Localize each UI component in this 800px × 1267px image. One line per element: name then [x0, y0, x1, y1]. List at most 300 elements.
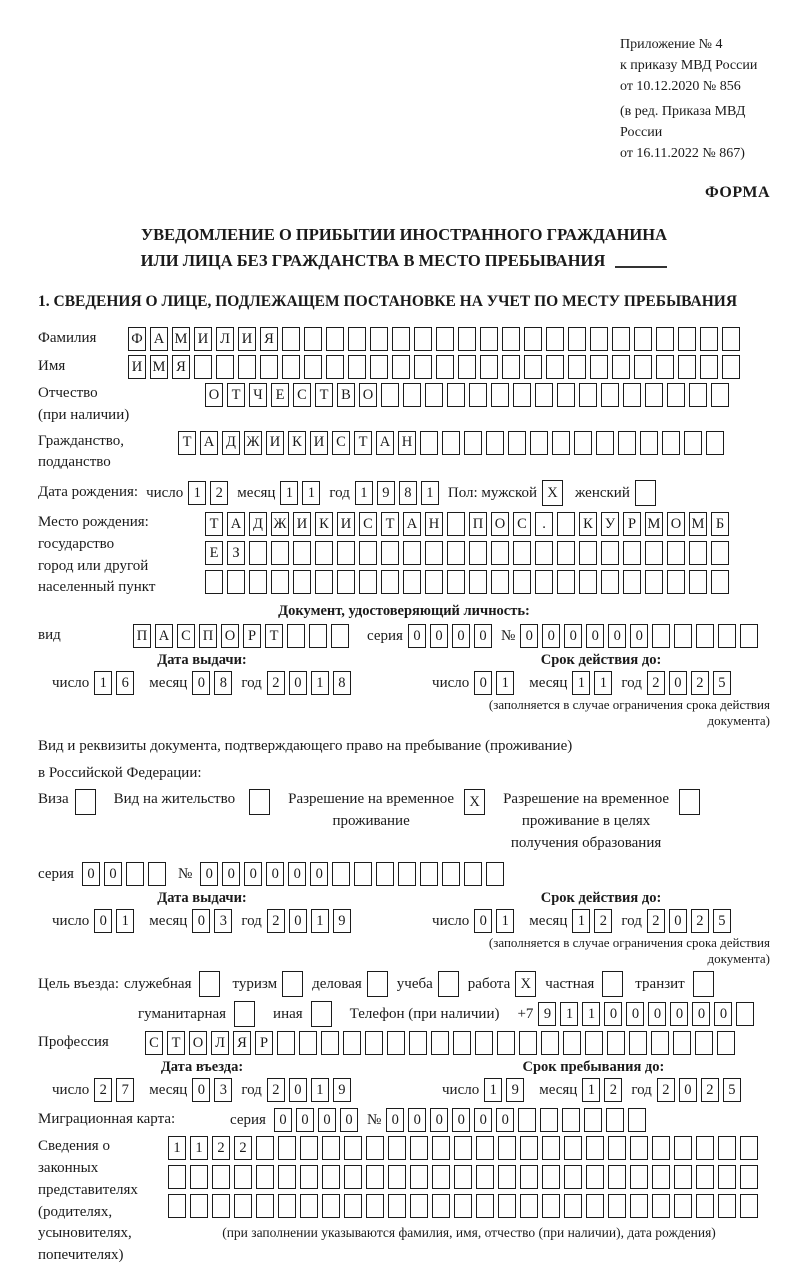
citizenship-cell[interactable]: Т	[354, 431, 372, 455]
name-cell[interactable]	[568, 355, 586, 379]
profession-cell[interactable]	[387, 1031, 405, 1055]
valid-day-cell[interactable]: 0	[474, 671, 492, 695]
surname-cell[interactable]	[502, 327, 520, 351]
surname-cell[interactable]: Я	[260, 327, 278, 351]
representative-cell[interactable]	[366, 1165, 384, 1189]
stay-number-cell[interactable]	[486, 862, 504, 886]
representative-cell[interactable]	[410, 1194, 428, 1218]
citizenship-cell[interactable]	[486, 431, 504, 455]
doc-kind-cell[interactable]: А	[155, 624, 173, 648]
surname-cell[interactable]	[612, 327, 630, 351]
valid-month-cell[interactable]: 1	[572, 671, 590, 695]
birth-place-cell[interactable]	[601, 541, 619, 565]
citizenship-cell[interactable]: Т	[178, 431, 196, 455]
stay-month-cell[interactable]: 2	[604, 1078, 622, 1102]
patronymic-cell[interactable]	[579, 383, 597, 407]
surname-cell[interactable]	[634, 327, 652, 351]
representative-cell[interactable]	[388, 1194, 406, 1218]
birth-place-cell[interactable]	[557, 512, 575, 536]
entry-day-cell[interactable]: 2	[94, 1078, 112, 1102]
birth-place-cell[interactable]: И	[337, 512, 355, 536]
birth-place-cell[interactable]	[535, 570, 553, 594]
surname-cell[interactable]	[656, 327, 674, 351]
purpose-official-checkbox[interactable]	[199, 971, 220, 997]
doc-series-cell[interactable]: 0	[452, 624, 470, 648]
name-cell[interactable]	[502, 355, 520, 379]
representative-cell[interactable]	[322, 1194, 340, 1218]
migration-number-cell[interactable]: 0	[496, 1108, 514, 1132]
representative-cell[interactable]	[322, 1136, 340, 1160]
birth-place-cell[interactable]	[623, 570, 641, 594]
representative-cell[interactable]	[234, 1165, 252, 1189]
birth-place-cell[interactable]	[513, 570, 531, 594]
surname-cell[interactable]	[546, 327, 564, 351]
stay-year-cell[interactable]: 0	[679, 1078, 697, 1102]
birth-day-cell[interactable]: 2	[210, 481, 228, 505]
doc-number-cell[interactable]: 0	[564, 624, 582, 648]
birth-place-cell[interactable]: М	[689, 512, 707, 536]
doc-series-cell[interactable]: 0	[430, 624, 448, 648]
representative-cell[interactable]	[190, 1194, 208, 1218]
representative-cell[interactable]	[564, 1165, 582, 1189]
birth-place-cell[interactable]	[491, 541, 509, 565]
representative-cell[interactable]	[740, 1136, 758, 1160]
patronymic-cell[interactable]	[425, 383, 443, 407]
patronymic-cell[interactable]	[667, 383, 685, 407]
birth-place-cell[interactable]	[711, 541, 729, 565]
entry-year-cell[interactable]: 9	[333, 1078, 351, 1102]
doc-kind-cell[interactable]: Р	[243, 624, 261, 648]
birth-year-cell[interactable]: 9	[377, 481, 395, 505]
purpose-private-checkbox[interactable]	[602, 971, 623, 997]
representative-cell[interactable]	[168, 1165, 186, 1189]
birth-place-cell[interactable]	[447, 570, 465, 594]
name-cell[interactable]	[656, 355, 674, 379]
citizenship-cell[interactable]	[706, 431, 724, 455]
patronymic-cell[interactable]: О	[205, 383, 223, 407]
citizenship-cell[interactable]	[464, 431, 482, 455]
patronymic-cell[interactable]	[601, 383, 619, 407]
male-checkbox[interactable]: X	[542, 480, 563, 506]
stay-number-cell[interactable]	[376, 862, 394, 886]
name-cell[interactable]	[414, 355, 432, 379]
birth-place-cell[interactable]: О	[491, 512, 509, 536]
stay-number-cell[interactable]: 0	[244, 862, 262, 886]
migration-series-cell[interactable]: 0	[274, 1108, 292, 1132]
name-cell[interactable]	[678, 355, 696, 379]
profession-cell[interactable]	[629, 1031, 647, 1055]
representative-cell[interactable]	[256, 1194, 274, 1218]
stay-number-cell[interactable]: 0	[266, 862, 284, 886]
representative-cell[interactable]	[454, 1136, 472, 1160]
citizenship-cell[interactable]: Ж	[244, 431, 262, 455]
entry-year-cell[interactable]: 1	[311, 1078, 329, 1102]
representative-cell[interactable]	[652, 1194, 670, 1218]
issue-day-cell[interactable]: 1	[116, 909, 134, 933]
representative-cell[interactable]	[410, 1136, 428, 1160]
patronymic-cell[interactable]	[469, 383, 487, 407]
name-cell[interactable]	[458, 355, 476, 379]
purpose-other-checkbox[interactable]	[311, 1001, 332, 1027]
patronymic-cell[interactable]: О	[359, 383, 377, 407]
citizenship-cell[interactable]	[552, 431, 570, 455]
birth-place-cell[interactable]	[667, 570, 685, 594]
issue-year-cell[interactable]: 9	[333, 909, 351, 933]
phone-digit-cell[interactable]: 1	[560, 1002, 578, 1026]
patronymic-cell[interactable]: С	[293, 383, 311, 407]
representative-cell[interactable]	[718, 1194, 736, 1218]
phone-digit-cell[interactable]: 0	[692, 1002, 710, 1026]
birth-place-cell[interactable]: Е	[205, 541, 223, 565]
doc-number-cell[interactable]	[718, 624, 736, 648]
surname-cell[interactable]	[678, 327, 696, 351]
issue-year-cell[interactable]: 0	[289, 909, 307, 933]
migration-number-cell[interactable]	[628, 1108, 646, 1132]
representative-cell[interactable]: 1	[190, 1136, 208, 1160]
representative-cell[interactable]: 2	[234, 1136, 252, 1160]
phone-digit-cell[interactable]: 9	[538, 1002, 556, 1026]
birth-place-cell[interactable]	[249, 570, 267, 594]
birth-year-cell[interactable]: 1	[421, 481, 439, 505]
representative-cell[interactable]	[300, 1194, 318, 1218]
profession-cell[interactable]	[607, 1031, 625, 1055]
representative-cell[interactable]: 1	[168, 1136, 186, 1160]
birth-place-cell[interactable]	[689, 541, 707, 565]
representative-cell[interactable]	[344, 1194, 362, 1218]
doc-number-cell[interactable]: 0	[630, 624, 648, 648]
stay-number-cell[interactable]: 0	[222, 862, 240, 886]
purpose-transit-checkbox[interactable]	[693, 971, 714, 997]
representative-cell[interactable]	[564, 1194, 582, 1218]
surname-cell[interactable]	[370, 327, 388, 351]
temp-permit-edu-checkbox[interactable]	[679, 789, 700, 815]
temp-permit-checkbox[interactable]: X	[464, 789, 485, 815]
birth-place-cell[interactable]	[337, 570, 355, 594]
birth-place-cell[interactable]	[293, 541, 311, 565]
doc-number-cell[interactable]: 0	[586, 624, 604, 648]
name-cell[interactable]	[304, 355, 322, 379]
stay-month-cell[interactable]: 1	[582, 1078, 600, 1102]
birth-place-cell[interactable]	[579, 570, 597, 594]
phone-digit-cell[interactable]: 0	[670, 1002, 688, 1026]
doc-kind-cell[interactable]: П	[199, 624, 217, 648]
valid-year-cell[interactable]: 2	[647, 909, 665, 933]
citizenship-cell[interactable]	[574, 431, 592, 455]
representative-cell[interactable]	[344, 1136, 362, 1160]
representative-cell[interactable]	[608, 1165, 626, 1189]
representative-cell[interactable]	[498, 1165, 516, 1189]
patronymic-cell[interactable]: Т	[315, 383, 333, 407]
representative-cell[interactable]	[674, 1136, 692, 1160]
birth-place-cell[interactable]	[469, 570, 487, 594]
birth-place-cell[interactable]	[425, 541, 443, 565]
name-cell[interactable]	[392, 355, 410, 379]
representative-cell[interactable]	[542, 1136, 560, 1160]
birth-place-cell[interactable]	[315, 541, 333, 565]
valid-year-cell[interactable]: 5	[713, 671, 731, 695]
migration-series-cell[interactable]: 0	[296, 1108, 314, 1132]
profession-cell[interactable]	[563, 1031, 581, 1055]
patronymic-cell[interactable]	[535, 383, 553, 407]
patronymic-cell[interactable]	[689, 383, 707, 407]
citizenship-cell[interactable]: С	[332, 431, 350, 455]
issue-day-cell[interactable]: 1	[94, 671, 112, 695]
stay-number-cell[interactable]	[332, 862, 350, 886]
stay-day-cell[interactable]: 9	[506, 1078, 524, 1102]
citizenship-cell[interactable]: И	[310, 431, 328, 455]
issue-year-cell[interactable]: 8	[333, 671, 351, 695]
surname-cell[interactable]: Ф	[128, 327, 146, 351]
birth-place-cell[interactable]	[689, 570, 707, 594]
patronymic-cell[interactable]	[491, 383, 509, 407]
name-cell[interactable]	[216, 355, 234, 379]
representative-cell[interactable]	[278, 1136, 296, 1160]
birth-place-cell[interactable]: С	[359, 512, 377, 536]
surname-cell[interactable]: Л	[216, 327, 234, 351]
patronymic-cell[interactable]: В	[337, 383, 355, 407]
representative-cell[interactable]	[278, 1194, 296, 1218]
representative-cell[interactable]	[718, 1165, 736, 1189]
birth-place-cell[interactable]	[579, 541, 597, 565]
representative-cell[interactable]	[608, 1136, 626, 1160]
surname-cell[interactable]	[458, 327, 476, 351]
profession-cell[interactable]: С	[145, 1031, 163, 1055]
valid-year-cell[interactable]: 0	[669, 671, 687, 695]
representative-cell[interactable]	[300, 1136, 318, 1160]
valid-year-cell[interactable]: 5	[713, 909, 731, 933]
doc-number-cell[interactable]: 0	[520, 624, 538, 648]
representative-cell[interactable]	[212, 1194, 230, 1218]
representative-cell[interactable]	[498, 1136, 516, 1160]
birth-month-cell[interactable]: 1	[302, 481, 320, 505]
name-cell[interactable]	[370, 355, 388, 379]
phone-digit-cell[interactable]: 0	[648, 1002, 666, 1026]
birth-place-cell[interactable]	[293, 570, 311, 594]
phone-digit-cell[interactable]: 0	[626, 1002, 644, 1026]
surname-cell[interactable]	[590, 327, 608, 351]
female-checkbox[interactable]	[635, 480, 656, 506]
name-cell[interactable]	[436, 355, 454, 379]
entry-year-cell[interactable]: 0	[289, 1078, 307, 1102]
stay-year-cell[interactable]: 5	[723, 1078, 741, 1102]
representative-cell[interactable]	[740, 1194, 758, 1218]
representative-cell[interactable]	[432, 1165, 450, 1189]
birth-place-cell[interactable]	[645, 541, 663, 565]
stay-number-cell[interactable]	[442, 862, 460, 886]
valid-month-cell[interactable]: 1	[594, 671, 612, 695]
citizenship-cell[interactable]: И	[266, 431, 284, 455]
representative-cell[interactable]	[564, 1136, 582, 1160]
issue-month-cell[interactable]: 8	[214, 671, 232, 695]
citizenship-cell[interactable]	[662, 431, 680, 455]
birth-place-cell[interactable]	[557, 541, 575, 565]
birth-place-cell[interactable]	[601, 570, 619, 594]
surname-cell[interactable]: М	[172, 327, 190, 351]
profession-cell[interactable]	[519, 1031, 537, 1055]
birth-place-cell[interactable]	[403, 541, 421, 565]
profession-cell[interactable]	[673, 1031, 691, 1055]
birth-place-cell[interactable]: К	[315, 512, 333, 536]
birth-place-cell[interactable]	[271, 541, 289, 565]
issue-year-cell[interactable]: 0	[289, 671, 307, 695]
migration-number-cell[interactable]	[540, 1108, 558, 1132]
issue-day-cell[interactable]: 6	[116, 671, 134, 695]
patronymic-cell[interactable]	[447, 383, 465, 407]
representative-cell[interactable]	[454, 1194, 472, 1218]
profession-cell[interactable]	[299, 1031, 317, 1055]
valid-month-cell[interactable]: 1	[572, 909, 590, 933]
purpose-tourism-checkbox[interactable]	[282, 971, 303, 997]
birth-place-cell[interactable]	[315, 570, 333, 594]
birth-place-cell[interactable]: А	[227, 512, 245, 536]
patronymic-cell[interactable]: Ч	[249, 383, 267, 407]
citizenship-cell[interactable]: А	[200, 431, 218, 455]
doc-number-cell[interactable]	[652, 624, 670, 648]
citizenship-cell[interactable]: А	[376, 431, 394, 455]
representative-cell[interactable]	[652, 1136, 670, 1160]
birth-place-cell[interactable]	[359, 541, 377, 565]
representative-cell[interactable]	[366, 1194, 384, 1218]
patronymic-cell[interactable]	[557, 383, 575, 407]
purpose-business-checkbox[interactable]	[367, 971, 388, 997]
phone-digit-cell[interactable]: 0	[714, 1002, 732, 1026]
birth-place-cell[interactable]: З	[227, 541, 245, 565]
valid-day-cell[interactable]: 0	[474, 909, 492, 933]
purpose-humanitarian-checkbox[interactable]	[234, 1001, 255, 1027]
name-cell[interactable]: М	[150, 355, 168, 379]
doc-series-cell[interactable]: 0	[474, 624, 492, 648]
migration-number-cell[interactable]: 0	[474, 1108, 492, 1132]
name-cell[interactable]	[700, 355, 718, 379]
entry-day-cell[interactable]: 7	[116, 1078, 134, 1102]
birth-place-cell[interactable]: Д	[249, 512, 267, 536]
name-cell[interactable]	[194, 355, 212, 379]
issue-year-cell[interactable]: 2	[267, 909, 285, 933]
representative-cell[interactable]	[520, 1194, 538, 1218]
birth-place-cell[interactable]	[381, 541, 399, 565]
representative-cell[interactable]	[586, 1194, 604, 1218]
birth-place-cell[interactable]	[249, 541, 267, 565]
citizenship-cell[interactable]: К	[288, 431, 306, 455]
surname-cell[interactable]: И	[238, 327, 256, 351]
representative-cell[interactable]	[498, 1194, 516, 1218]
representative-cell[interactable]	[366, 1136, 384, 1160]
valid-month-cell[interactable]: 2	[594, 909, 612, 933]
citizenship-cell[interactable]	[530, 431, 548, 455]
stay-series-cell[interactable]	[148, 862, 166, 886]
profession-cell[interactable]	[717, 1031, 735, 1055]
birth-place-cell[interactable]	[667, 541, 685, 565]
profession-cell[interactable]	[497, 1031, 515, 1055]
profession-cell[interactable]	[453, 1031, 471, 1055]
migration-number-cell[interactable]: 0	[408, 1108, 426, 1132]
birth-place-cell[interactable]	[557, 570, 575, 594]
representative-cell[interactable]	[234, 1194, 252, 1218]
surname-cell[interactable]	[326, 327, 344, 351]
migration-series-cell[interactable]: 0	[318, 1108, 336, 1132]
representative-cell[interactable]	[168, 1194, 186, 1218]
name-cell[interactable]	[480, 355, 498, 379]
birth-place-cell[interactable]: К	[579, 512, 597, 536]
representative-cell[interactable]	[652, 1165, 670, 1189]
doc-kind-cell[interactable]: П	[133, 624, 151, 648]
migration-number-cell[interactable]	[562, 1108, 580, 1132]
representative-cell[interactable]	[256, 1136, 274, 1160]
surname-cell[interactable]	[282, 327, 300, 351]
issue-month-cell[interactable]: 0	[192, 671, 210, 695]
birth-place-cell[interactable]	[535, 541, 553, 565]
birth-place-cell[interactable]	[513, 541, 531, 565]
representative-cell[interactable]	[432, 1136, 450, 1160]
stay-year-cell[interactable]: 2	[657, 1078, 675, 1102]
doc-kind-cell[interactable]: О	[221, 624, 239, 648]
valid-year-cell[interactable]: 2	[691, 671, 709, 695]
representative-cell[interactable]	[630, 1194, 648, 1218]
representative-cell[interactable]	[476, 1165, 494, 1189]
issue-month-cell[interactable]: 0	[192, 909, 210, 933]
birth-place-cell[interactable]	[403, 570, 421, 594]
representative-cell[interactable]	[410, 1165, 428, 1189]
migration-number-cell[interactable]: 0	[386, 1108, 404, 1132]
profession-cell[interactable]	[431, 1031, 449, 1055]
residence-permit-checkbox[interactable]	[249, 789, 270, 815]
entry-month-cell[interactable]: 3	[214, 1078, 232, 1102]
birth-place-cell[interactable]	[645, 570, 663, 594]
stay-series-cell[interactable]	[126, 862, 144, 886]
citizenship-cell[interactable]: Д	[222, 431, 240, 455]
representative-cell[interactable]: 2	[212, 1136, 230, 1160]
birth-place-cell[interactable]: О	[667, 512, 685, 536]
patronymic-cell[interactable]	[711, 383, 729, 407]
profession-cell[interactable]	[365, 1031, 383, 1055]
migration-number-cell[interactable]	[606, 1108, 624, 1132]
doc-kind-cell[interactable]	[309, 624, 327, 648]
representative-cell[interactable]	[674, 1165, 692, 1189]
representative-cell[interactable]	[520, 1136, 538, 1160]
birth-day-cell[interactable]: 1	[188, 481, 206, 505]
birth-place-cell[interactable]: Н	[425, 512, 443, 536]
migration-number-cell[interactable]: 0	[430, 1108, 448, 1132]
representative-cell[interactable]	[630, 1136, 648, 1160]
profession-cell[interactable]	[277, 1031, 295, 1055]
representative-cell[interactable]	[476, 1136, 494, 1160]
representative-cell[interactable]	[190, 1165, 208, 1189]
patronymic-cell[interactable]	[381, 383, 399, 407]
citizenship-cell[interactable]	[508, 431, 526, 455]
birth-place-cell[interactable]: Б	[711, 512, 729, 536]
patronymic-cell[interactable]: Т	[227, 383, 245, 407]
profession-cell[interactable]: Р	[255, 1031, 273, 1055]
patronymic-cell[interactable]	[645, 383, 663, 407]
valid-day-cell[interactable]: 1	[496, 909, 514, 933]
doc-series-cell[interactable]: 0	[408, 624, 426, 648]
birth-place-cell[interactable]: Ж	[271, 512, 289, 536]
visa-checkbox[interactable]	[75, 789, 96, 815]
name-cell[interactable]	[634, 355, 652, 379]
representative-cell[interactable]	[674, 1194, 692, 1218]
birth-place-cell[interactable]: .	[535, 512, 553, 536]
migration-number-cell[interactable]	[584, 1108, 602, 1132]
stay-day-cell[interactable]: 1	[484, 1078, 502, 1102]
name-cell[interactable]	[348, 355, 366, 379]
migration-series-cell[interactable]: 0	[340, 1108, 358, 1132]
name-cell[interactable]	[722, 355, 740, 379]
citizenship-cell[interactable]: Н	[398, 431, 416, 455]
phone-digit-cell[interactable]	[736, 1002, 754, 1026]
patronymic-cell[interactable]	[623, 383, 641, 407]
birth-year-cell[interactable]: 1	[355, 481, 373, 505]
patronymic-cell[interactable]: Е	[271, 383, 289, 407]
